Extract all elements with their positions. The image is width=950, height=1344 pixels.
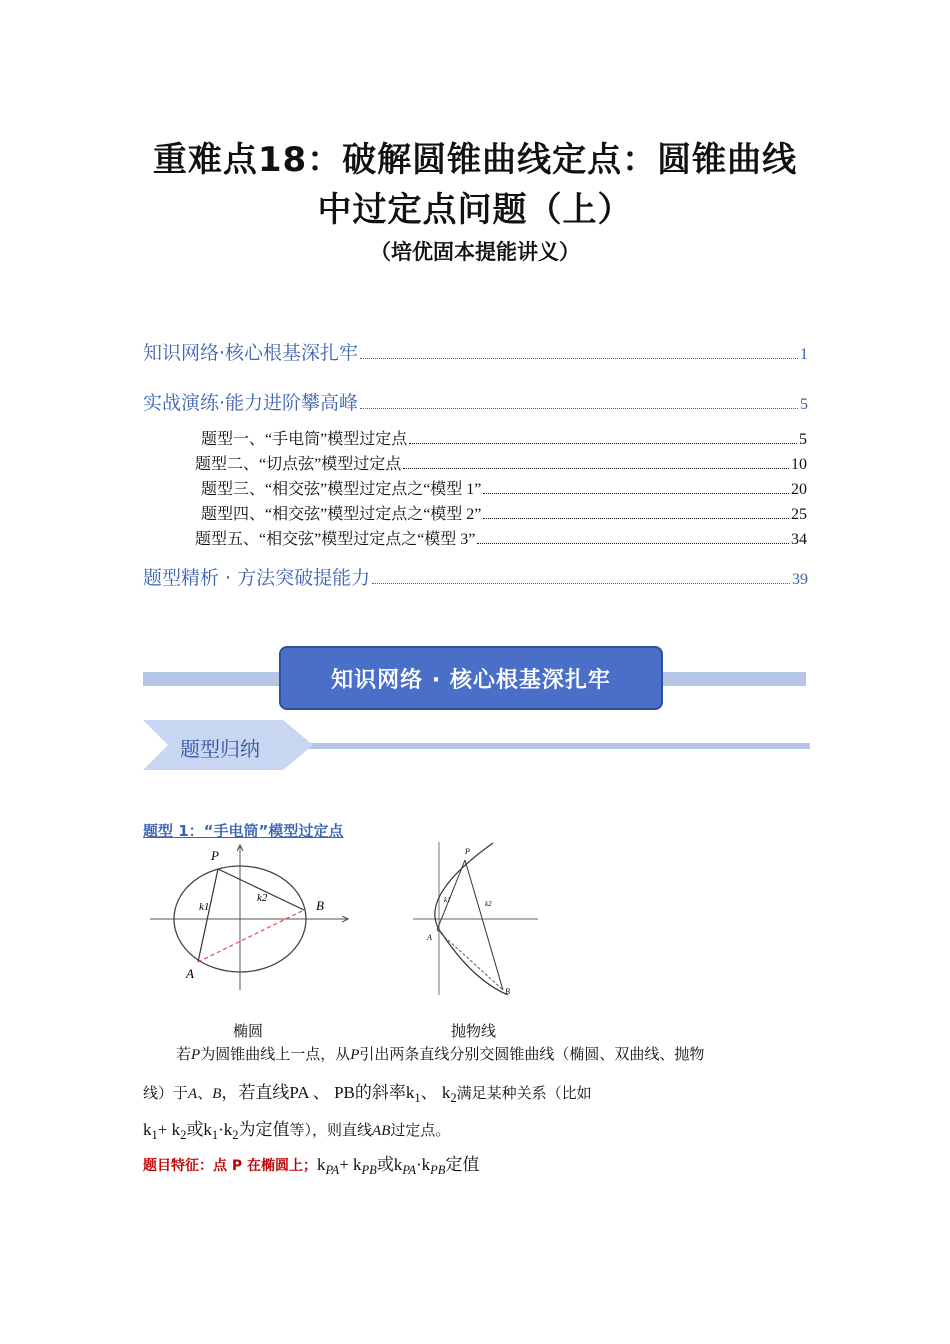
math-text: k [143,1120,152,1139]
math-text: ，若直线PA 、 PB的斜率k [221,1083,415,1102]
var-P: P [191,1047,201,1063]
label-A: A [427,933,432,942]
math-text: + k [157,1120,181,1139]
model-heading: 题型 1：“手电筒”模型过定点 [143,822,344,840]
toc-page: 39 [792,571,808,588]
math-text: k [317,1155,326,1174]
toc-leader [403,468,789,469]
feature-line [143,1152,813,1180]
math-text: ·k [218,1120,233,1139]
subscript: PA [402,1163,416,1177]
toc-leader [477,543,789,544]
toc-leader [372,583,790,584]
toc-entry-2[interactable] [143,388,808,415]
toc-page: 10 [791,456,807,473]
toc-sub-label: 题型二、“切点弦”模型过定点 [195,456,402,473]
var-A: A [188,1086,198,1102]
toc-page: 5 [799,431,807,448]
label-k1: k1 [444,896,451,904]
body-line-2 [143,1080,813,1108]
subscript: PB [361,1163,377,1177]
toc-entry-label: 实战演练·能力进阶攀高峰 [143,392,359,414]
toc-sub-label: 题型五、“相交弦”模型过定点之“模型 3” [195,531,476,548]
line-PB [465,860,503,990]
toc-sub-label: 题型一、“手电筒”模型过定点 [201,431,408,448]
text: 线）于 [143,1086,189,1102]
line-PA [198,869,218,962]
math-text: 定值 [445,1155,480,1174]
subscript: 2 [232,1128,239,1142]
math-text: 或k [376,1155,403,1174]
subscript: 1 [151,1128,158,1142]
text: 、 [197,1086,213,1102]
toc-sub-entry-5[interactable] [195,526,807,549]
tag-label: 题型归纳 [180,737,260,761]
page-title: 重难点18：破解圆锥曲线定点：圆锥曲线 [152,140,798,180]
toc-leader [483,518,789,519]
var-AB: AB [372,1123,391,1139]
text: 为圆锥曲线上一点，从 [200,1047,351,1063]
page-subtitle: （培优固本提能讲义） [370,240,580,264]
var-B: B [212,1086,222,1102]
toc-sub-entry-4[interactable] [201,501,807,524]
toc-entry-label: 知识网络·核心根基深扎牢 [143,342,359,364]
text: 若 [176,1047,192,1063]
ellipse-caption: 椭圆 [233,1024,264,1040]
body-line-1 [176,1044,816,1067]
page-title-line2: 中过定点问题（上） [317,190,633,230]
label-k2: k2 [257,892,268,904]
feature-label: 题目特征：点 P 在椭圆上； [143,1158,318,1174]
toc-leader [360,408,798,409]
text: 等），则直线 [289,1123,373,1139]
toc-entry-3[interactable] [143,563,808,590]
subscript: PB [430,1163,446,1177]
parabola-caption: 抛物线 [451,1024,497,1040]
toc-page: 1 [800,346,808,363]
label-P: P [211,848,219,863]
toc-sub-entry-1[interactable] [201,426,807,449]
toc-entry-1[interactable] [143,338,808,365]
toc-page: 20 [791,481,807,498]
subscript: 1 [211,1128,219,1142]
toc-page: 5 [800,396,808,413]
toc-page: 25 [791,506,807,523]
subscript: 2 [180,1128,187,1142]
subscript: PA [325,1163,340,1177]
tag-underline [300,743,810,749]
label-B: B [505,987,510,996]
section-banner: 知识网络 · 核心根基深扎牢 [279,646,663,710]
toc-leader [360,358,798,359]
label-B: B [316,898,324,913]
line-AB [437,930,503,990]
label-k2: k2 [485,900,492,908]
math-text: ·k [415,1155,431,1174]
math-text: 为定值 [238,1120,290,1139]
label-A: A [186,966,194,981]
text: 满足某种关系（比如 [456,1086,592,1102]
subscript: 1 [414,1091,421,1105]
toc-sub-label: 题型三、“相交弦”模型过定点之“模型 1” [201,481,482,498]
label-P: P [465,847,470,856]
toc-sub-entry-2[interactable] [195,451,807,474]
toc-sub-entry-3[interactable] [201,476,807,499]
toc-sub-label: 题型四、“相交弦”模型过定点之“模型 2” [201,506,482,523]
parabola-figure [413,840,543,1000]
toc-entry-label: 题型精析 · 方法突破提能力 [143,567,371,589]
label-k1: k1 [199,901,210,913]
toc-leader [483,493,789,494]
var-P: P [350,1047,360,1063]
toc-page: 34 [791,531,807,548]
math-text: + k [339,1155,362,1174]
math-text: 或k [186,1120,212,1139]
subscript: 2 [450,1091,457,1105]
line-AB [198,910,304,962]
text: 过定点。 [390,1123,451,1139]
body-line-3 [143,1117,813,1145]
math-text: 、 k [420,1083,451,1102]
line-PA [437,860,465,930]
ellipse-figure [148,840,353,990]
text: 引出两条直线分别交圆锥曲线（椭圆、双曲线、抛物 [359,1047,705,1063]
toc-leader [409,443,797,444]
